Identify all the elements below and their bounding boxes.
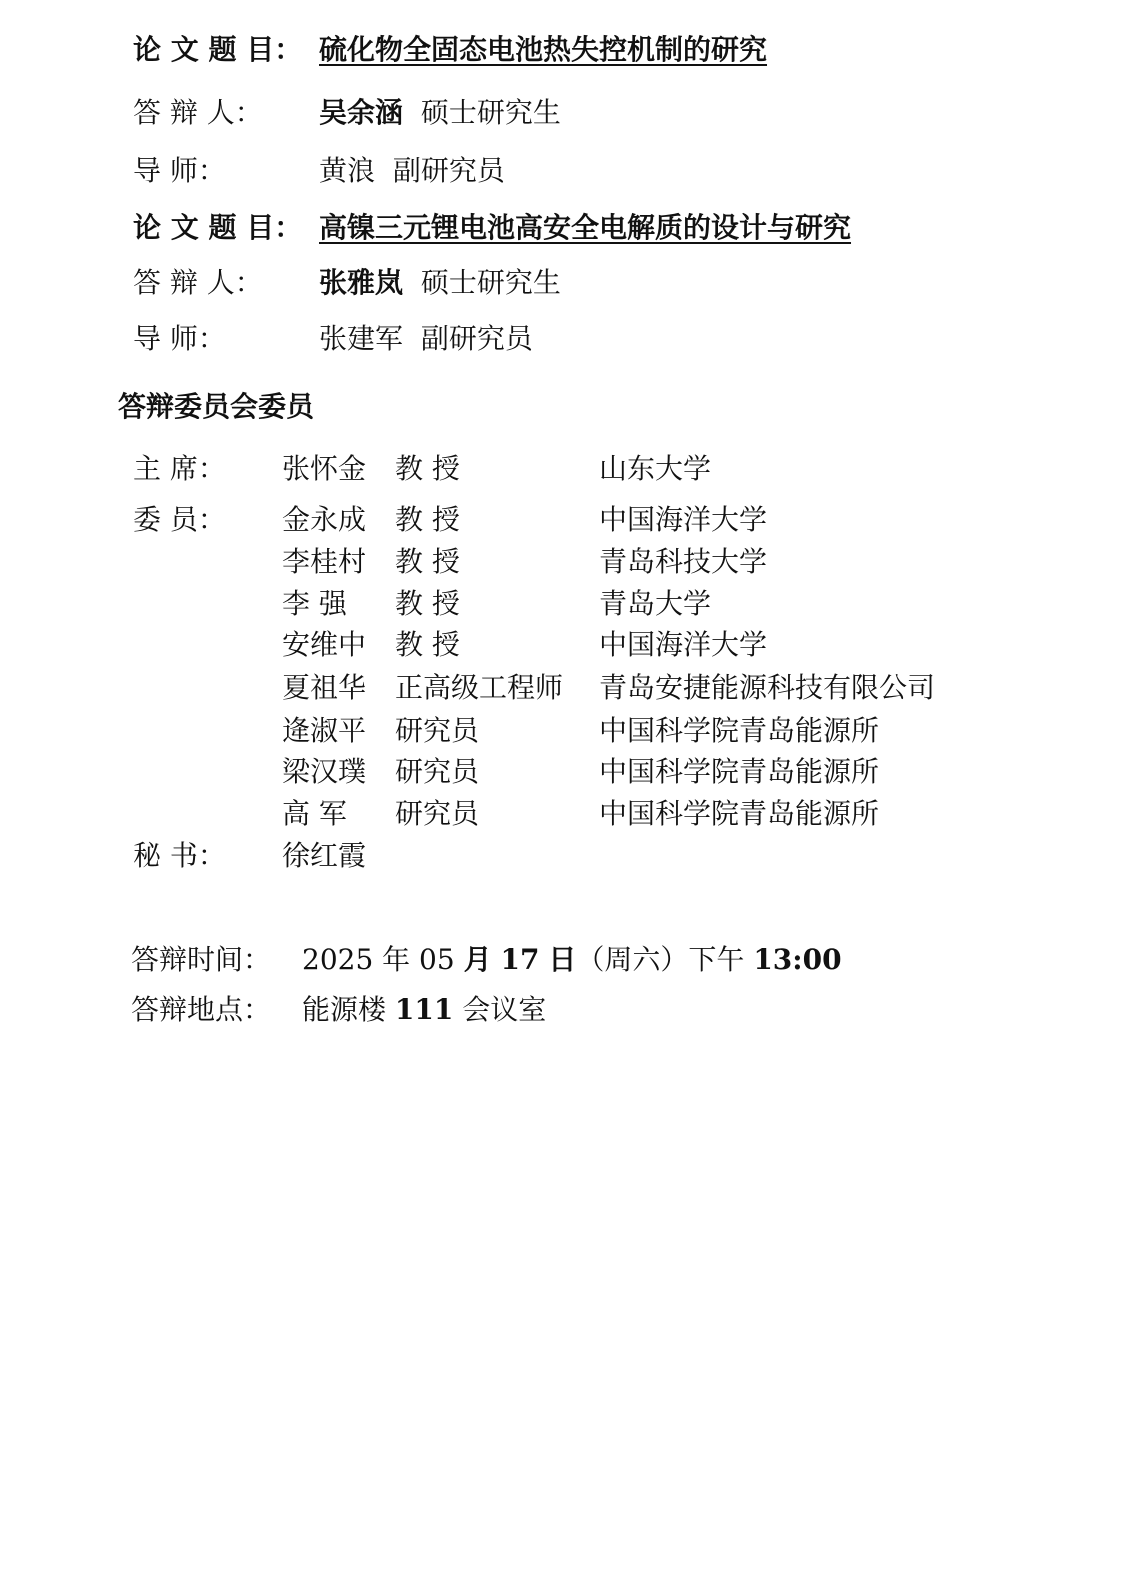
committee-title: 教 授: [395, 587, 460, 620]
advisor-label: 导 师：: [133, 154, 226, 187]
thesis-2-title-row: [133, 210, 851, 246]
committee-name: 安维中: [282, 628, 367, 661]
defender-degree: 硕士研究生: [420, 96, 561, 129]
committee-org: 青岛大学: [599, 587, 712, 620]
committee-title: 教 授: [395, 452, 460, 485]
thesis-title-label: 论 文 题 目：: [133, 211, 303, 244]
defender-label: 答 辩 人：: [133, 266, 263, 299]
defense-time-part: 17: [500, 943, 540, 976]
committee-name: 金永成: [282, 503, 367, 536]
committee-org: 中国科学院青岛能源所: [599, 755, 880, 788]
defender-label: 答 辩 人：: [133, 96, 263, 129]
advisor-name: 黄浪: [319, 154, 376, 187]
defender-degree: 硕士研究生: [420, 266, 561, 299]
advisor-label: 导 师：: [133, 322, 226, 355]
committee-org: 中国海洋大学: [599, 628, 768, 661]
defense-time-part: （周六）下午: [576, 943, 754, 976]
thesis-title: 高镍三元锂电池高安全电解质的设计与研究: [319, 211, 852, 244]
defense-time-part: [492, 943, 501, 976]
committee-org: 中国科学院青岛能源所: [599, 797, 880, 830]
defense-time-label: 答辩时间：: [131, 943, 272, 976]
member-label: 委 员：: [133, 503, 226, 536]
committee-title: 教 授: [395, 545, 460, 578]
committee-name: 张怀金: [282, 452, 367, 485]
committee-name: 夏祖华: [282, 671, 367, 704]
defender-name: 吴余涵: [319, 96, 404, 129]
committee-title: 教 授: [395, 628, 460, 661]
committee-title: 正高级工程师: [395, 671, 564, 704]
defense-time-part: 2025 年 05: [302, 943, 464, 976]
defense-place-part: 能源楼: [302, 993, 395, 1026]
defense-time-part: 月: [463, 943, 492, 976]
defense-place-part: 111: [394, 993, 454, 1026]
committee-name: 梁汉璞: [282, 755, 367, 788]
advisor-title: 副研究员: [392, 154, 505, 187]
defense-time-part: 13:00: [753, 943, 842, 976]
thesis-2-defender-row: [133, 265, 561, 301]
committee-name: 李 强: [282, 587, 347, 620]
secretary-label: 秘 书：: [133, 839, 226, 872]
advisor-name: 张建军: [319, 322, 404, 355]
committee-title: 研究员: [395, 797, 480, 830]
advisor-title: 副研究员: [420, 322, 533, 355]
committee-name: 高 军: [282, 797, 347, 830]
committee-name: 逄淑平: [282, 714, 367, 747]
committee-heading: 答辩委员会委员: [118, 390, 315, 423]
defense-time-row: [131, 942, 842, 978]
committee-title: 研究员: [395, 755, 480, 788]
defense-place-label: 答辩地点：: [131, 993, 272, 1026]
committee-org: 中国科学院青岛能源所: [599, 714, 880, 747]
defense-place-row: [131, 992, 546, 1028]
thesis-1-advisor-row: [133, 153, 505, 189]
thesis-1-defender-row: [133, 95, 561, 131]
defense-time-part: 日: [548, 943, 577, 976]
committee-org: 青岛科技大学: [599, 545, 768, 578]
defender-name: 张雅岚: [319, 266, 404, 299]
committee-title: 教 授: [395, 503, 460, 536]
thesis-1-title-row: [133, 32, 767, 68]
chair-label: 主 席：: [133, 452, 226, 485]
defense-place-part: 会议室: [453, 993, 547, 1026]
committee-org: 青岛安捷能源科技有限公司: [599, 671, 936, 704]
thesis-title-label: 论 文 题 目：: [133, 33, 303, 66]
committee-name: 李桂村: [282, 545, 367, 578]
thesis-title: 硫化物全固态电池热失控机制的研究: [319, 33, 768, 66]
thesis-2-advisor-row: [133, 321, 533, 357]
committee-org: 中国海洋大学: [599, 503, 768, 536]
secretary-name: 徐红霞: [282, 839, 367, 872]
committee-org: 山东大学: [599, 452, 712, 485]
committee-title: 研究员: [395, 714, 480, 747]
